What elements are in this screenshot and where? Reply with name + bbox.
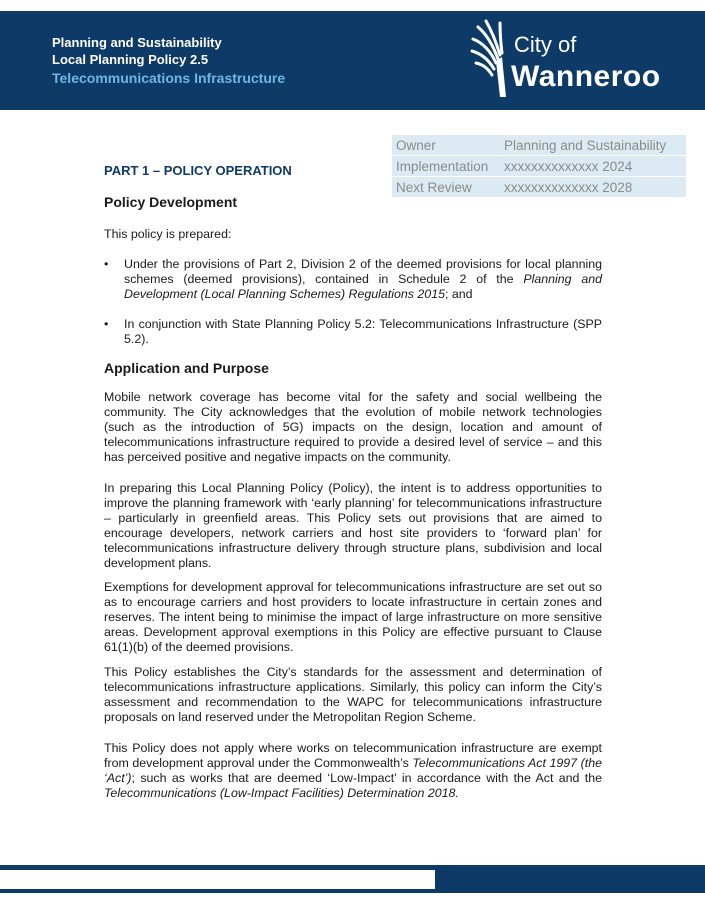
paragraph-4: This Policy establishes the City’s standards for the assessment and determination of telecommunications infrastructure applications. Similarly, this policy can inform the City’s assessment and recommendation to the WAPC for telecommunications infrastructure proposals on land reserved under the Metropolitan Region Scheme.: [104, 665, 602, 724]
meta-value: xxxxxxxxxxxxxx 2024: [500, 156, 686, 177]
meta-key: Owner: [392, 135, 500, 156]
meta-row-owner: [392, 135, 686, 156]
header-department: Planning and Sustainability: [52, 35, 222, 50]
paragraph-2: In preparing this Local Planning Policy (Policy), the intent is to address opportunities to improve the planning framework with ‘early planning’ for telecommunications infrastructure – particularly in greenfield areas. This Policy sets out provisions that are aimed to encourage developers, network carriers and host site providers to ‘forward plan’ for telecommunications infrastructure delivery through structure plans, subdivision and local development plans.: [104, 481, 602, 570]
logo-city-of-text: City of: [514, 32, 577, 57]
meta-key: Implementation: [392, 156, 500, 177]
list-item: • Under the provisions of Part 2, Division 2 of the deemed provisions for local planning schemes (deemed provisions), contained in Schedule 2 of the Planning and Development (Local Planning Schemes) Regulations 2015; and: [104, 257, 602, 302]
meta-value: Planning and Sustainability: [500, 135, 686, 156]
meta-key: Next Review: [392, 177, 500, 198]
footer-white-strip: [0, 870, 435, 889]
list-item: • In conjunction with State Planning Policy 5.2: Telecommunications Infrastructure (SPP 5.2).: [104, 317, 602, 347]
paragraph-5: This Policy does not apply where works on telecommunication infrastructure are exempt from development approval under the Commonwealth’s Telecommunications Act 1997 (the ‘Act’); such as works that are deemed ‘Low-Impact’ in accordance with the Act and the Telecommunications (Low-Impact Facilities) Determination 2018.: [104, 741, 602, 800]
paragraph-3: Exemptions for development approval for telecommunications infrastructure are set out so as to encourage carriers and host providers to locate infrastructure in certain zones and reserves. The intent being to minimise the impact of large infrastructure on more sensitive areas. Development approval exemptions in this Policy are effective pursuant to Clause 61(1)(b) of the deemed provisions.: [104, 580, 602, 654]
policy-intro: This policy is prepared:: [104, 227, 232, 241]
application-purpose-heading: Application and Purpose: [104, 360, 269, 376]
page-header: [0, 11, 705, 110]
header-policy-number: Local Planning Policy 2.5: [52, 52, 209, 67]
meta-value: xxxxxxxxxxxxxx 2028: [500, 177, 686, 198]
policy-development-heading: Policy Development: [104, 194, 238, 210]
header-titles: [52, 34, 285, 88]
city-of-wanneroo-logo: [470, 17, 680, 105]
logo-wanneroo-text: Wanneroo: [511, 60, 661, 93]
policy-bullets: [104, 257, 602, 362]
part-title: PART 1 – POLICY OPERATION: [104, 163, 292, 178]
header-policy-title: Telecommunications Infrastructure: [52, 70, 286, 86]
paragraph-1: Mobile network coverage has become vital for the safety and social wellbeing the community. The City acknowledges that the evolution of mobile network technologies (such as the introduction of 5G) impacts on the design, location and amount of telecommunications infrastructure required to provide a desired level of service – and this has perceived positive and negative impacts on the community.: [104, 390, 602, 464]
